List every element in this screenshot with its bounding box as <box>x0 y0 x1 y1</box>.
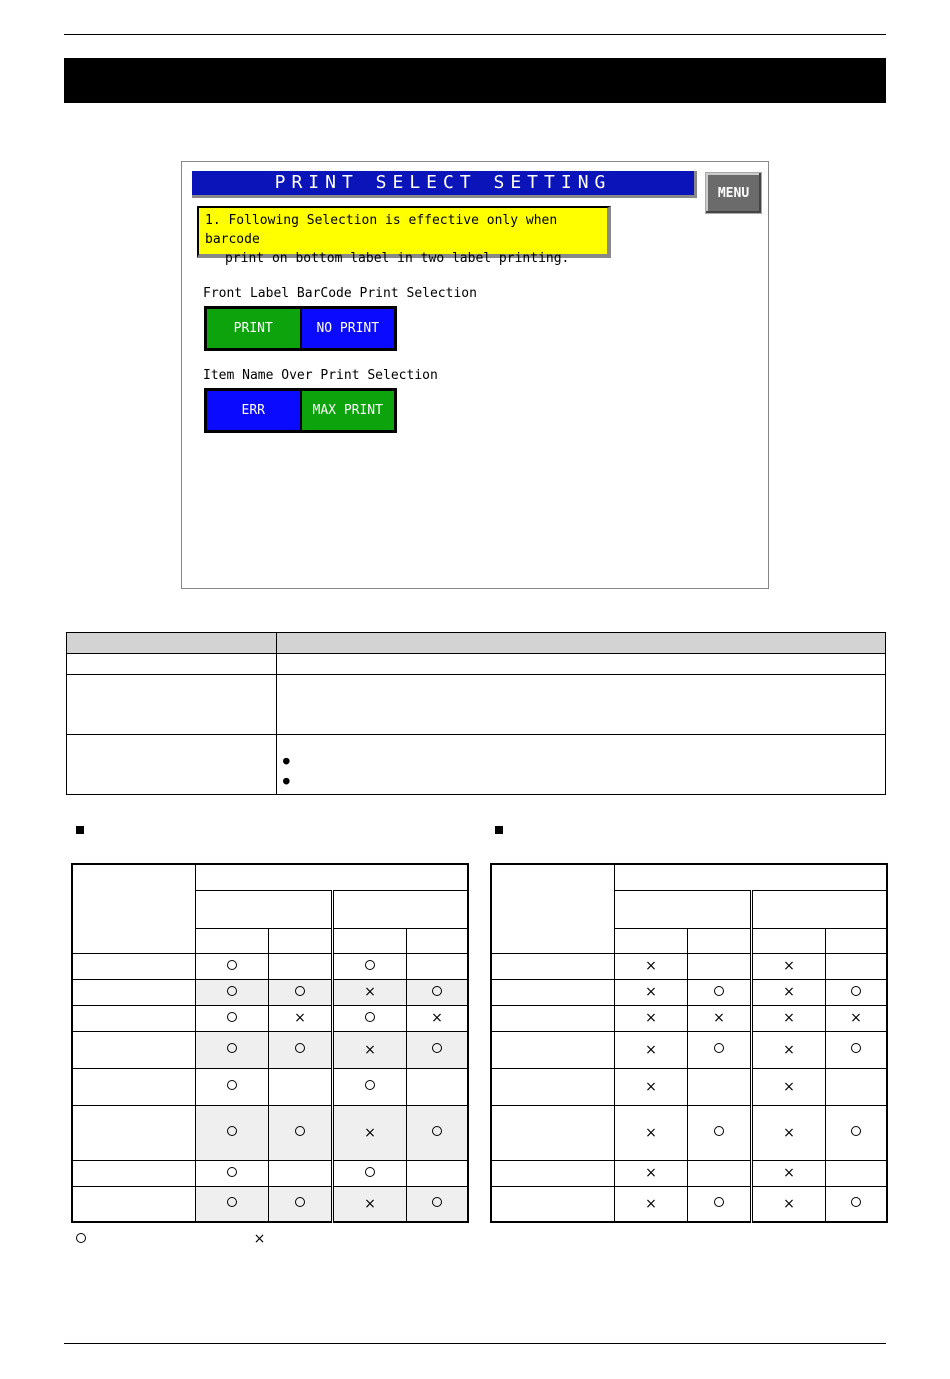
matrix-cell <box>196 1186 269 1222</box>
matrix-cell <box>826 928 888 953</box>
circle-icon <box>432 1126 442 1136</box>
cross-icon: × <box>783 984 795 1000</box>
matrix-cell <box>752 1031 826 1068</box>
matrix-cell <box>407 1160 469 1186</box>
item-name-over-print-label: Item Name Over Print Selection <box>203 368 438 383</box>
desc-cell <box>67 735 277 795</box>
cross-icon: × <box>645 984 657 1000</box>
top-rule <box>64 34 886 35</box>
desc-cell <box>277 654 886 675</box>
matrix-cell <box>491 1068 615 1105</box>
cross-icon: × <box>783 1195 795 1212</box>
desc-row <box>67 675 886 735</box>
matrix-cell <box>333 928 407 953</box>
matrix-cell <box>752 953 826 979</box>
matrix-cell <box>333 1068 407 1105</box>
matrix-cell <box>269 928 333 953</box>
matrix-cell <box>407 1186 469 1222</box>
cross-icon: × <box>645 958 657 974</box>
matrix-cell <box>196 1031 269 1068</box>
legend <box>76 1231 265 1247</box>
matrix-cell <box>333 1005 407 1031</box>
matrix-cell <box>752 928 826 953</box>
matrix-cell <box>615 1005 688 1031</box>
matrix-cell <box>688 953 752 979</box>
circle-icon <box>432 986 442 996</box>
circle-icon <box>227 1197 237 1207</box>
cross-icon: × <box>645 1010 657 1026</box>
matrix-cell <box>688 928 752 953</box>
matrix-cell <box>72 979 196 1005</box>
header-bar <box>64 58 886 103</box>
matrix-cell <box>196 1005 269 1031</box>
print-option-button[interactable]: PRINT <box>207 309 300 348</box>
matrix-cell <box>407 1031 469 1068</box>
cross-icon: × <box>783 958 795 974</box>
cross-icon: × <box>294 1010 306 1026</box>
cross-icon: × <box>850 1010 862 1026</box>
no-print-option-button[interactable]: NO PRINT <box>302 309 395 348</box>
circle-icon <box>714 1126 724 1136</box>
matrix-cell <box>407 1005 469 1031</box>
circle-icon <box>365 1012 375 1022</box>
matrix-cell <box>615 979 688 1005</box>
circle-icon <box>227 1043 237 1053</box>
matrix-cell <box>407 1105 469 1160</box>
circle-icon <box>851 1126 861 1136</box>
matrix-cell <box>752 1160 826 1186</box>
matrix-table-left <box>71 863 469 1223</box>
matrix-cell <box>491 953 615 979</box>
matrix-cell <box>752 890 888 928</box>
menu-button[interactable]: MENU <box>705 172 762 214</box>
circle-icon <box>227 1167 237 1177</box>
desc-row <box>67 735 886 795</box>
matrix-cell <box>269 953 333 979</box>
matrix-cell <box>407 928 469 953</box>
cross-icon: × <box>783 1078 795 1095</box>
cross-icon: × <box>364 1195 376 1212</box>
matrix-cell <box>688 1068 752 1105</box>
matrix-cell <box>196 1105 269 1160</box>
matrix-cell <box>615 890 752 928</box>
matrix-cell <box>826 1005 888 1031</box>
matrix-cell <box>491 1031 615 1068</box>
matrix-cell <box>72 1105 196 1160</box>
matrix-cell <box>333 1160 407 1186</box>
cross-icon: × <box>645 1195 657 1212</box>
cross-icon: × <box>783 1010 795 1026</box>
matrix-table-right <box>490 863 888 1223</box>
matrix-cell <box>72 1068 196 1105</box>
circle-legend-icon <box>76 1233 86 1243</box>
matrix-cell <box>615 1105 688 1160</box>
matrix-cell <box>826 1031 888 1068</box>
desc-cell <box>277 675 886 735</box>
desc-cell <box>277 735 886 795</box>
matrix-cell <box>72 864 196 953</box>
matrix-cell <box>752 1068 826 1105</box>
desc-header-cell <box>277 633 886 654</box>
cross-icon: × <box>783 1165 795 1181</box>
matrix-cell <box>688 1186 752 1222</box>
cross-icon: × <box>364 1124 376 1141</box>
matrix-cell <box>491 864 615 953</box>
bottom-rule <box>64 1343 886 1344</box>
print-select-screen <box>181 161 769 589</box>
matrix-cell <box>752 979 826 1005</box>
matrix-cell <box>333 953 407 979</box>
circle-icon <box>714 1197 724 1207</box>
matrix-cell <box>269 1031 333 1068</box>
matrix-cell <box>196 953 269 979</box>
matrix-cell <box>826 1068 888 1105</box>
circle-icon <box>295 1043 305 1053</box>
cross-icon: × <box>645 1124 657 1141</box>
matrix-cell <box>752 1186 826 1222</box>
circle-icon <box>714 1043 724 1053</box>
matrix-cell <box>72 1186 196 1222</box>
notice-line-1: 1. Following Selection is effective only when barcode <box>205 213 558 247</box>
circle-icon <box>851 1197 861 1207</box>
matrix-cell <box>72 953 196 979</box>
matrix-cell <box>407 1068 469 1105</box>
err-option-button[interactable]: ERR <box>207 391 300 430</box>
cross-icon: × <box>783 1041 795 1058</box>
matrix-cell <box>615 928 688 953</box>
matrix-cell <box>72 1005 196 1031</box>
matrix-cell <box>269 1186 333 1222</box>
matrix-cell <box>72 1031 196 1068</box>
matrix-cell <box>269 1160 333 1186</box>
circle-icon <box>365 1167 375 1177</box>
front-label-barcode-label: Front Label BarCode Print Selection <box>203 286 477 301</box>
square-bullet-icon <box>76 826 84 834</box>
matrix-cell <box>196 890 333 928</box>
matrix-cell <box>688 1031 752 1068</box>
circle-icon <box>295 986 305 996</box>
matrix-cell <box>407 979 469 1005</box>
matrix-cell <box>826 979 888 1005</box>
desc-cell <box>67 675 277 735</box>
matrix-cell <box>196 928 269 953</box>
cross-icon: × <box>645 1165 657 1181</box>
matrix-cell <box>196 1160 269 1186</box>
matrix-cell <box>196 1068 269 1105</box>
matrix-cell <box>269 1068 333 1105</box>
circle-icon <box>227 960 237 970</box>
matrix-cell <box>688 979 752 1005</box>
matrix-cell <box>407 953 469 979</box>
cross-icon: × <box>783 1124 795 1141</box>
matrix-cell <box>491 1160 615 1186</box>
matrix-cell <box>491 979 615 1005</box>
circle-icon <box>295 1197 305 1207</box>
screen-title: PRINT SELECT SETTING <box>192 171 697 198</box>
circle-icon <box>295 1126 305 1136</box>
matrix-cell <box>72 1160 196 1186</box>
matrix-cell <box>491 1005 615 1031</box>
desc-cell <box>67 654 277 675</box>
cross-icon: × <box>364 984 376 1000</box>
matrix-cell <box>269 1005 333 1031</box>
matrix-cell <box>333 979 407 1005</box>
item-name-over-print-selector <box>204 388 397 433</box>
circle-icon <box>365 960 375 970</box>
bullet-icon: ● <box>283 754 290 767</box>
matrix-cell <box>688 1005 752 1031</box>
desc-header-row <box>67 633 886 654</box>
matrix-cell <box>333 1186 407 1222</box>
matrix-cell <box>269 1105 333 1160</box>
matrix-cell <box>333 890 469 928</box>
desc-row <box>67 654 886 675</box>
circle-icon <box>851 1043 861 1053</box>
cross-icon: × <box>645 1078 657 1095</box>
desc-header-cell <box>67 633 277 654</box>
circle-icon <box>227 1080 237 1090</box>
matrix-cell <box>269 979 333 1005</box>
matrix-cell <box>196 864 469 890</box>
matrix-cell <box>826 1105 888 1160</box>
matrix-cell <box>826 953 888 979</box>
matrix-cell <box>615 1068 688 1105</box>
matrix-cell <box>333 1031 407 1068</box>
matrix-cell <box>615 953 688 979</box>
matrix-cell <box>615 864 888 890</box>
circle-icon <box>432 1043 442 1053</box>
notice-line-2: print on bottom label in two label printing. <box>225 251 570 266</box>
matrix-cell <box>615 1031 688 1068</box>
cross-icon: × <box>431 1010 443 1026</box>
matrix-cell <box>688 1160 752 1186</box>
square-bullet-icon <box>495 826 503 834</box>
circle-icon <box>365 1080 375 1090</box>
circle-icon <box>714 986 724 996</box>
front-label-barcode-selector <box>204 306 397 351</box>
cross-icon: × <box>364 1041 376 1058</box>
description-table <box>66 632 886 795</box>
matrix-cell <box>615 1160 688 1186</box>
matrix-cell <box>752 1005 826 1031</box>
cross-icon: × <box>645 1041 657 1058</box>
circle-icon <box>432 1197 442 1207</box>
circle-icon <box>851 986 861 996</box>
max-print-option-button[interactable]: MAX PRINT <box>302 391 395 430</box>
bullet-icon: ● <box>283 774 290 787</box>
matrix-cell <box>615 1186 688 1222</box>
notice-box <box>197 206 611 266</box>
cross-legend-icon: × <box>253 1231 266 1247</box>
matrix-cell <box>333 1105 407 1160</box>
matrix-cell <box>196 979 269 1005</box>
matrix-cell <box>826 1186 888 1222</box>
circle-icon <box>227 986 237 996</box>
circle-icon <box>227 1012 237 1022</box>
matrix-cell <box>752 1105 826 1160</box>
matrix-cell <box>688 1105 752 1160</box>
circle-icon <box>227 1126 237 1136</box>
matrix-cell <box>491 1105 615 1160</box>
matrix-cell <box>826 1160 888 1186</box>
matrix-cell <box>491 1186 615 1222</box>
cross-icon: × <box>713 1010 725 1026</box>
